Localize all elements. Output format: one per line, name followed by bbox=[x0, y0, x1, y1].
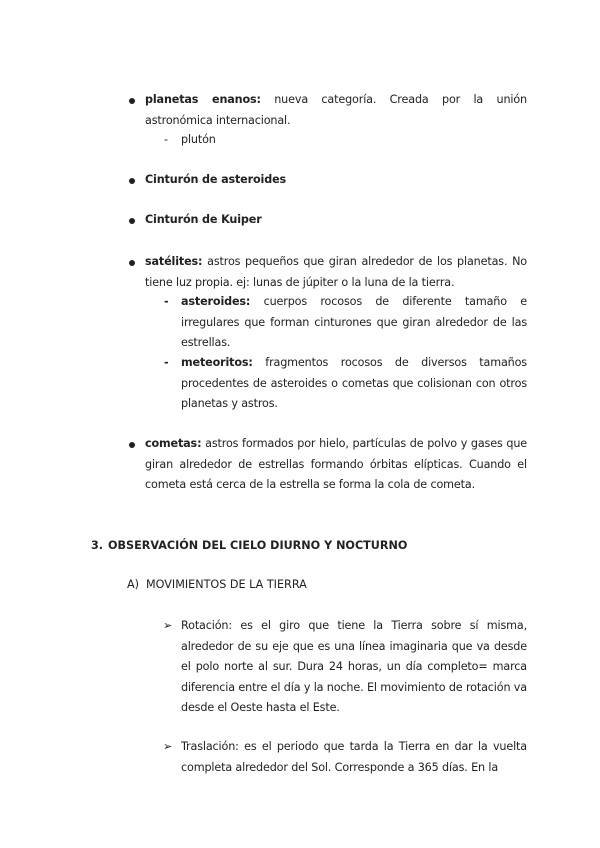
definition: : es el periodo que tarda la Tierra en dar la vuelta completa alrededor del Sol. Corresponde a 365 días. En la bbox=[181, 740, 527, 774]
dash-icon: - bbox=[164, 133, 169, 146]
definition: astros pequeños que giran alrededor de los planetas. No tiene luz propia. ej: lunas de júpiter o la luna de la tierra. bbox=[145, 255, 527, 289]
arrow-bullet-icon: ➢ bbox=[163, 740, 173, 753]
list-item-planetas-enanos bbox=[145, 90, 527, 131]
subsection-heading: MOVIMIENTOS DE LA TIERRA bbox=[146, 578, 307, 591]
sub-item-pluton: plutón bbox=[181, 133, 216, 146]
term: Rotación bbox=[181, 619, 229, 632]
definition: : es el giro que tiene la Tierra sobre sí misma, alrededor de su eje que es una línea imaginaria que va desde el polo norte al sur. Dura 24 horas, un día completo= marca diferencia entre el día y la noche. El movimiento de rotación va desde el Oeste hasta el Este. bbox=[181, 619, 527, 714]
movement-traslacion bbox=[181, 737, 527, 778]
term: Traslación bbox=[181, 740, 236, 753]
definition: astros formados por hielo, partículas de polvo y gases que giran alrededor de estrellas formando órbitas elípticas. Cuando el cometa está cerca de la estrella se forma la cola de cometa. bbox=[145, 437, 527, 491]
section-heading-number: 3. bbox=[91, 539, 104, 552]
term: planetas enanos: bbox=[145, 93, 261, 106]
term: satélites: bbox=[145, 255, 203, 268]
section-heading: OBSERVACIÓN DEL CIELO DIURNO Y NOCTURNO bbox=[108, 539, 408, 552]
sub-item-asteroides bbox=[181, 292, 527, 354]
list-item-cometas bbox=[145, 434, 527, 496]
term: meteoritos: bbox=[181, 356, 253, 369]
list-item-cinturon-kuiper: Cinturón de Kuiper bbox=[145, 213, 262, 226]
subsection-heading-label: A) bbox=[127, 578, 140, 591]
bullet-icon bbox=[129, 98, 135, 104]
bullet-icon bbox=[129, 178, 135, 184]
list-item-cinturon-asteroides: Cinturón de asteroides bbox=[145, 173, 287, 186]
dash-icon: - bbox=[164, 295, 169, 308]
definition: fragmentos rocosos de diversos tamaños procedentes de asteroides o cometas que colisionan con otros planetas y astros. bbox=[181, 356, 527, 410]
definition: nueva categoría. Creada por la unión astronómica internacional. bbox=[145, 93, 527, 127]
movement-rotacion bbox=[181, 616, 527, 719]
sub-item-meteoritos bbox=[181, 353, 527, 415]
definition: cuerpos rocosos de diferente tamaño e irregulares que forman cinturones que giran alrededor de las estrellas. bbox=[181, 295, 527, 349]
list-item-satelites bbox=[145, 252, 527, 293]
term: cometas: bbox=[145, 437, 202, 450]
bullet-icon bbox=[129, 260, 135, 266]
dash-icon: - bbox=[164, 356, 169, 369]
term: asteroides: bbox=[181, 295, 251, 308]
bullet-icon bbox=[129, 218, 135, 224]
bullet-icon bbox=[129, 442, 135, 448]
arrow-bullet-icon: ➢ bbox=[163, 619, 173, 632]
